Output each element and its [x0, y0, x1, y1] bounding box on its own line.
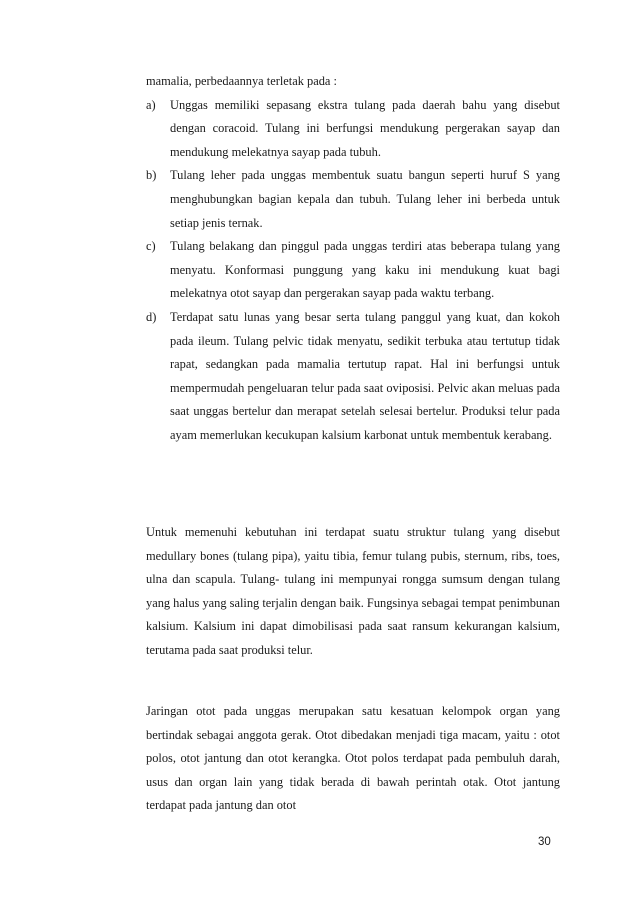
list-marker: d)	[146, 309, 157, 324]
list-marker: a)	[146, 97, 156, 112]
intro-block	[146, 70, 560, 448]
intro-text: mamalia, perbedaannya terletak pada :	[146, 74, 337, 88]
paragraph-medullary-bones: Untuk memenuhi kebutuhan ini terdapat suatu struktur tulang yang disebut medullary bones (tulang pipa), yaitu tibia, femur tulang pubis, sternum, ribs, toes, ulna dan scapula. Tulang- tulang ini mempunyai rongga sumsum dengan tulang yang halus yang saling terjalin dengan baik. Fungsinya sebagai tempat penimbunan kalsium. Kalsium ini dapat dimobilisasi pada saat ransum kekurangan kalsium, terutama pada saat produksi telur.	[146, 525, 560, 657]
list-item-d	[146, 306, 560, 448]
paragraph-muscle-tissue: Jaringan otot pada unggas merupakan satu kesatuan kelompok organ yang bertindak sebagai anggota gerak. Otot dibedakan menjadi tiga macam, yaitu : otot polos, otot jantung dan otot kerangka. Otot polos terdapat pada pembuluh darah, usus dan organ lain yang tidak berada di bawah perintah otak. Otot jantung terdapat pada jantung dan otot	[146, 704, 560, 813]
list-item-a	[146, 94, 560, 165]
list-item-text: Terdapat satu lunas yang besar serta tulang panggul yang kuat, dan kokoh pada ileum. Tulang pelvic tidak menyatu, sedikit terbuka atau tertutup tidak rapat, sedangkan pada mamalia tertutup rapat. Hal ini berfungsi untuk mempermudah pengeluaran telur pada saat oviposisi. Pelvic akan meluas pada saat unggas bertelur dan merapat setelah selesai bertelur. Produksi telur pada ayam memerlukan kecukupan kalsium karbonat untuk membentuk kerabang.	[170, 309, 560, 442]
list-marker: b)	[146, 168, 157, 183]
difference-list	[146, 94, 560, 448]
list-marker: c)	[146, 239, 156, 254]
list-item-b	[146, 164, 560, 235]
list-item-c	[146, 235, 560, 306]
page-number: 30	[538, 836, 551, 848]
list-item-text: Tulang leher pada unggas membentuk suatu bangun seperti huruf S yang menghubungkan bagian kepala dan tubuh. Tulang leher ini berbeda untuk setiap jenis ternak.	[170, 168, 560, 230]
list-item-text: Tulang belakang dan pinggul pada unggas terdiri atas beberapa tulang yang menyatu. Konformasi punggung yang kaku ini mendukung kuat bagi melekatnya otot sayap dan pergerakan sayap pada waktu terbang.	[170, 239, 560, 301]
list-item-text: Unggas memiliki sepasang ekstra tulang pada daerah bahu yang disebut dengan coracoid. Tulang ini berfungsi mendukung pergerakan sayap dan mendukung melekatnya sayap pada tubuh.	[170, 97, 560, 159]
